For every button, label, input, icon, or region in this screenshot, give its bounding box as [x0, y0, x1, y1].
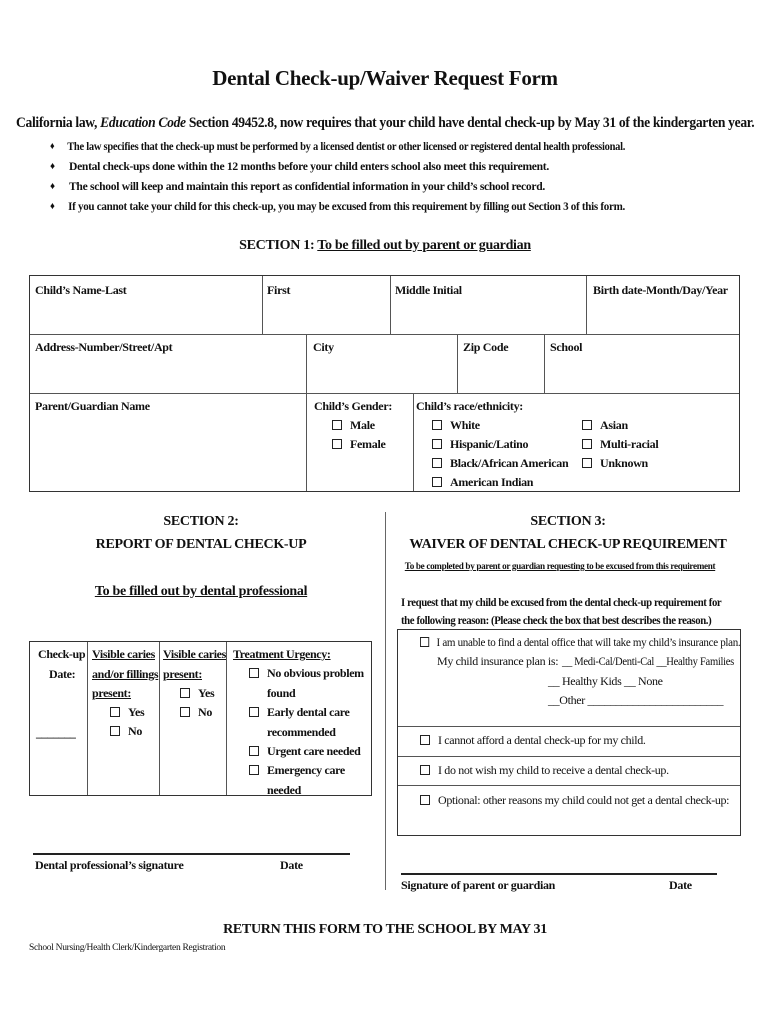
section-divider — [385, 512, 386, 890]
checkbox-icon[interactable] — [432, 458, 442, 468]
bullet-item: ♦ If you cannot take your child for this check-up, you may be excused from this requirement by filling out Section 3 of this form. — [50, 197, 625, 217]
label-line: Check-up — [38, 647, 86, 661]
option-label: Yes — [198, 686, 215, 700]
row-divider — [398, 726, 740, 727]
checkbox-icon[interactable] — [249, 668, 259, 678]
checkbox-icon[interactable] — [420, 637, 429, 647]
label-line: present: — [92, 686, 131, 700]
label-line: Visible caries — [92, 647, 155, 661]
waiver-request-line2: the following reason: (Please check the box that best describes the reason.) — [401, 613, 712, 627]
race-option[interactable] — [582, 437, 658, 452]
urgency-emergency-care[interactable] — [249, 761, 345, 800]
col-divider — [413, 393, 414, 491]
col-divider — [390, 276, 391, 334]
section1-heading — [0, 238, 770, 254]
row-divider — [398, 785, 740, 786]
checkbox-icon[interactable] — [420, 765, 430, 775]
checkbox-icon[interactable] — [332, 420, 342, 430]
section3-subtitle: To be completed by parent or guardian requesting to be excused from this requirement — [404, 561, 716, 572]
checkbox-icon[interactable] — [582, 458, 592, 468]
return-notice: RETURN THIS FORM TO THE SCHOOL BY MAY 31 — [223, 922, 547, 937]
dental-signature-label: Dental professional’s signature — [35, 858, 184, 872]
form-title: Dental Check-up/Waiver Request Form — [212, 66, 558, 90]
checkup-date-label — [38, 645, 85, 684]
race-option[interactable] — [432, 418, 480, 433]
section1-title: To be filled out by parent or guardian — [317, 238, 531, 253]
label-line: Visible caries — [163, 647, 226, 661]
option-label: I am unable to find a dental office that will take my child’s insurance plan. — [436, 635, 741, 649]
birth-date-field[interactable]: Birth date-Month/Day/Year — [593, 283, 728, 297]
checkbox-icon[interactable] — [180, 707, 190, 717]
insurance-plan-options-1[interactable]: __ Medi-Cal/Denti-Cal __Healthy Families — [562, 654, 734, 668]
dental-date-label: Date — [280, 858, 303, 872]
option-label: Hispanic/Latino — [450, 437, 529, 451]
label-line: present: — [163, 666, 202, 681]
caries-fillings-no[interactable] — [110, 722, 142, 742]
checkbox-icon[interactable] — [110, 707, 120, 717]
bullet-item: ♦ The law specifies that the check-up must be performed by a licensed dentist or other licensed or registered dental health professional. — [50, 137, 625, 157]
address-field[interactable]: Address-Number/Street/Apt — [35, 340, 173, 354]
race-option[interactable] — [432, 456, 568, 471]
caries-present-yes[interactable] — [180, 684, 214, 704]
waiver-option-afford[interactable] — [420, 730, 646, 750]
option-label: American Indian — [450, 475, 534, 489]
insurance-plan-other[interactable]: __Other ________________________ — [548, 693, 724, 707]
bullet-item: ♦ Dental check-ups done within the 12 months before your child enters school also meet this requirement. — [50, 157, 549, 177]
checkbox-icon[interactable] — [110, 726, 120, 736]
gender-label: Child’s Gender: — [314, 399, 393, 413]
race-option[interactable] — [582, 456, 648, 471]
option-label: Asian — [600, 418, 628, 432]
caries-present-label — [163, 645, 226, 684]
option-label: Early dental care — [267, 705, 350, 719]
section2-subtitle: To be filled out by dental professional — [94, 584, 308, 599]
dental-signature-line[interactable] — [33, 853, 350, 855]
option-label: Male — [350, 418, 375, 432]
col-divider — [306, 393, 307, 491]
checkbox-icon[interactable] — [180, 688, 190, 698]
option-label: No obvious problem — [267, 666, 364, 680]
waiver-option-other[interactable] — [420, 790, 729, 810]
label-line: and/or fillings — [92, 666, 159, 681]
option-label: Urgent care needed — [267, 744, 361, 758]
bullet-item: ♦ The school will keep and maintain this report as confidential information in your child’s school record. — [50, 177, 545, 197]
dental-report-table — [29, 641, 372, 796]
option-label: No — [128, 724, 142, 738]
city-field[interactable]: City — [313, 340, 334, 354]
col-divider — [544, 334, 545, 393]
caries-fillings-label — [92, 645, 158, 704]
col-divider — [87, 642, 88, 795]
section3-heading: SECTION 3: — [530, 514, 606, 529]
parent-signature-label: Signature of parent or guardian — [401, 878, 556, 892]
col-divider — [457, 334, 458, 393]
section2-heading: SECTION 2: — [163, 514, 239, 529]
intro-code: Education Code — [100, 115, 186, 131]
section3-title: WAIVER OF DENTAL CHECK-UP REQUIREMENT — [409, 537, 727, 552]
checkbox-icon[interactable] — [420, 795, 430, 805]
checkbox-icon[interactable] — [582, 420, 592, 430]
gender-male-option[interactable] — [332, 418, 375, 433]
col-divider — [226, 642, 227, 795]
option-label: recommended — [267, 724, 336, 739]
checkbox-icon[interactable] — [432, 439, 442, 449]
waiver-option-not-wish[interactable] — [420, 760, 669, 780]
option-label: Yes — [128, 705, 145, 719]
option-label: No — [198, 705, 212, 719]
checkbox-icon[interactable] — [432, 477, 442, 487]
option-label: Unknown — [600, 456, 648, 470]
waiver-option-insurance[interactable] — [420, 632, 740, 652]
option-label: I do not wish my child to receive a dental check-up. — [438, 763, 669, 777]
option-label: Emergency care — [267, 763, 345, 777]
waiver-reasons-box — [397, 629, 741, 836]
option-label: Optional: other reasons my child could not get a dental check-up: — [438, 793, 730, 807]
race-option[interactable] — [432, 475, 533, 490]
parent-date-label: Date — [669, 878, 692, 892]
section1-table — [29, 275, 740, 492]
waiver-request-line1: I request that my child be excused from the dental check-up requirement for — [401, 595, 722, 609]
zip-code-field[interactable]: Zip Code — [463, 340, 509, 354]
option-label: needed — [267, 782, 301, 797]
option-label: found — [267, 685, 296, 700]
insurance-plan-options-2[interactable]: __ Healthy Kids __ None — [548, 674, 663, 688]
race-option[interactable] — [432, 437, 528, 452]
caries-present-no[interactable] — [180, 703, 212, 723]
checkbox-icon[interactable] — [332, 439, 342, 449]
checkup-date-blank[interactable]: _______ — [36, 726, 76, 740]
urgency-early-care[interactable] — [249, 703, 349, 742]
law-bullets — [50, 137, 770, 217]
option-label: Female — [350, 437, 386, 451]
row-divider — [30, 393, 739, 394]
footer-text: School Nursing/Health Clerk/Kindergarten Registration — [29, 943, 226, 953]
checkbox-icon[interactable] — [420, 735, 430, 745]
treatment-urgency-label: Treatment Urgency: — [233, 647, 331, 661]
checkbox-icon[interactable] — [249, 746, 259, 756]
option-label: White — [450, 418, 480, 432]
parent-signature-line[interactable] — [401, 873, 717, 875]
col-divider — [159, 642, 160, 795]
option-label: Multi-racial — [600, 437, 659, 451]
col-divider — [262, 276, 263, 334]
row-divider — [398, 756, 740, 757]
col-divider — [586, 276, 587, 334]
col-divider — [306, 334, 307, 393]
urgency-no-problem[interactable] — [249, 664, 364, 703]
first-name-field[interactable]: First — [267, 283, 291, 297]
option-label: I cannot afford a dental check-up for my child. — [438, 733, 646, 747]
race-option[interactable] — [582, 418, 628, 433]
section2-title: REPORT OF DENTAL CHECK-UP — [95, 537, 307, 552]
middle-initial-field[interactable]: Middle Initial — [395, 283, 462, 297]
intro-suffix: Section 49452.8, now requires that your child have dental check-up by May 31 of the kindergarten year. — [185, 115, 755, 131]
checkbox-icon[interactable] — [432, 420, 442, 430]
row-divider — [30, 334, 739, 335]
last-name-field[interactable]: Child’s Name-Last — [35, 283, 127, 297]
intro-text — [16, 115, 754, 132]
label-line: Date: — [49, 666, 76, 681]
school-field[interactable]: School — [550, 340, 583, 354]
race-label: Child’s race/ethnicity: — [416, 399, 523, 413]
checkbox-icon[interactable] — [582, 439, 592, 449]
intro-prefix: California law, — [16, 115, 101, 131]
urgency-urgent-care[interactable] — [249, 742, 360, 762]
section1-prefix: SECTION 1: — [239, 238, 318, 253]
checkbox-icon[interactable] — [249, 765, 259, 775]
checkbox-icon[interactable] — [249, 707, 259, 717]
insurance-plan-label: My child insurance plan is: — [437, 654, 559, 668]
caries-fillings-yes[interactable] — [110, 703, 144, 723]
parent-name-field[interactable]: Parent/Guardian Name — [35, 399, 150, 413]
gender-female-option[interactable] — [332, 437, 386, 452]
option-label: Black/African American — [450, 456, 569, 470]
